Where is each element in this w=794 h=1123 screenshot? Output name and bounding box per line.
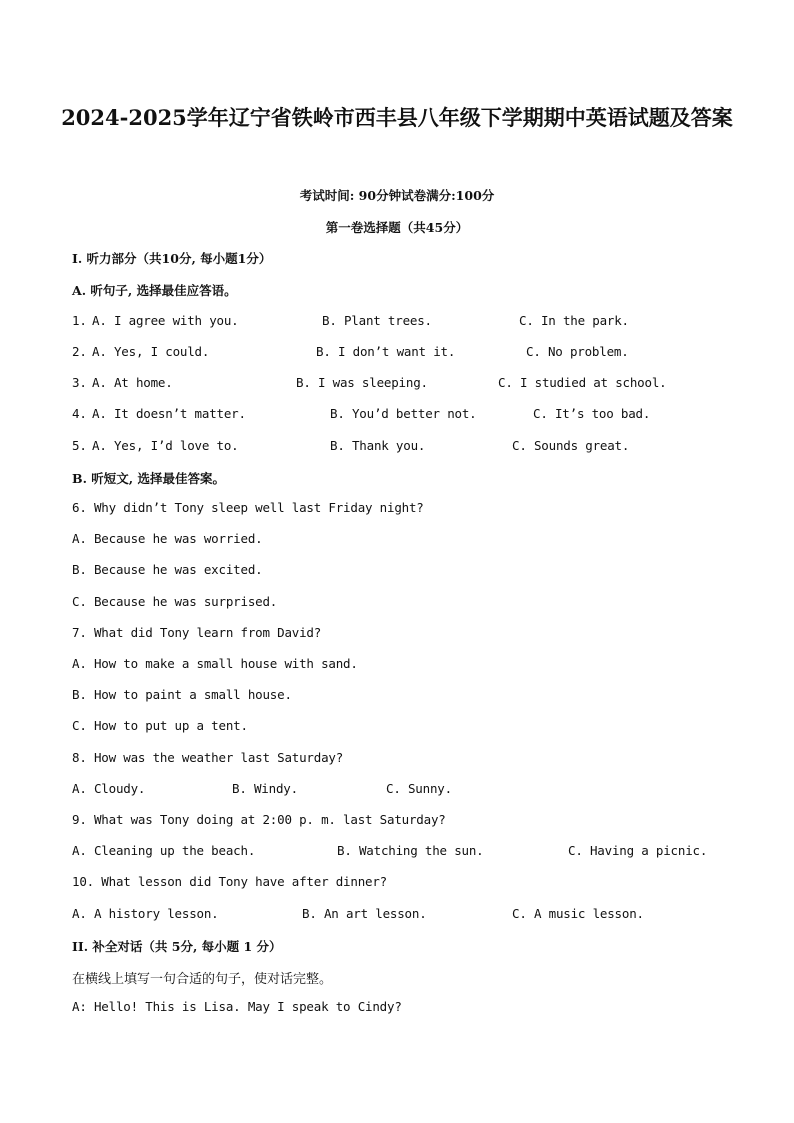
question-7-option-a: A. How to make a small house with sand. xyxy=(72,656,358,671)
option-c: C. No problem. xyxy=(526,344,629,359)
option-a: A. It doesn’t matter. xyxy=(92,406,246,421)
partA-heading: A. 听句子, 选择最佳应答语。 xyxy=(72,283,237,298)
option-b: B. Thank you. xyxy=(330,438,426,453)
option-a: A. Yes, I’d love to. xyxy=(92,438,239,453)
dialogue-line-1: A: Hello! This is Lisa. May I speak to Cindy? xyxy=(72,999,402,1014)
option-b: B. Plant trees. xyxy=(322,313,432,328)
section1-heading: I. 听力部分（共10分, 每小题1分） xyxy=(72,251,272,266)
question-6-option-c: C. Because he was surprised. xyxy=(72,594,278,609)
partB-heading: B. 听短文, 选择最佳答案。 xyxy=(72,471,225,486)
question-7-option-b: B. How to paint a small house. xyxy=(72,687,292,702)
question-9: 9. What was Tony doing at 2:00 p. m. last Saturday? xyxy=(72,812,446,827)
option-b: B. I don’t want it. xyxy=(316,344,456,359)
option-b: B. I was sleeping. xyxy=(296,375,428,390)
question-number: 5. xyxy=(72,438,87,453)
option-a: A. Cloudy. xyxy=(72,781,146,796)
option-c: C. Sounds great. xyxy=(512,438,630,453)
section2-instruction: 在横线上填写一句合适的句子，使对话完整。 xyxy=(72,972,333,987)
question-number: 3. xyxy=(72,375,87,390)
option-c: C. It’s too bad. xyxy=(533,406,651,421)
exam-info: 考试时间: 90分钟试卷满分:100分 xyxy=(299,188,495,203)
question-6: 6. Why didn’t Tony sleep well last Friday night? xyxy=(72,500,424,515)
option-a: A. Yes, I could. xyxy=(92,344,210,359)
option-a: A. I agree with you. xyxy=(92,313,239,328)
option-a: A. Cleaning up the beach. xyxy=(72,843,256,858)
option-c: C. A music lesson. xyxy=(512,906,644,921)
question-number: 4. xyxy=(72,406,87,421)
question-8: 8. How was the weather last Saturday? xyxy=(72,750,344,765)
option-a: A. At home. xyxy=(92,375,173,390)
option-b: B. You’d better not. xyxy=(330,406,477,421)
option-c: C. I studied at school. xyxy=(498,375,667,390)
option-c: C. Sunny. xyxy=(386,781,452,796)
volume-heading: 第一卷选择题（共45分） xyxy=(325,220,469,235)
option-b: B. Watching the sun. xyxy=(337,843,484,858)
option-b: B. Windy. xyxy=(232,781,298,796)
question-number: 1. xyxy=(72,313,87,328)
question-number: 2. xyxy=(72,344,87,359)
question-10: 10. What lesson did Tony have after dinner? xyxy=(72,874,388,889)
question-6-option-a: A. Because he was worried. xyxy=(72,531,263,546)
option-c: C. In the park. xyxy=(519,313,629,328)
section2-heading: II. 补全对话（共 5分, 每小题 1 分） xyxy=(72,939,282,954)
question-7-option-c: C. How to put up a tent. xyxy=(72,718,248,733)
page-title: 2024-2025学年辽宁省铁岭市西丰县八年级下学期期中英语试题及答案 xyxy=(61,105,733,130)
question-6-option-b: B. Because he was excited. xyxy=(72,562,263,577)
option-c: C. Having a picnic. xyxy=(568,843,708,858)
option-b: B. An art lesson. xyxy=(302,906,427,921)
option-a: A. A history lesson. xyxy=(72,906,219,921)
question-7: 7. What did Tony learn from David? xyxy=(72,625,322,640)
